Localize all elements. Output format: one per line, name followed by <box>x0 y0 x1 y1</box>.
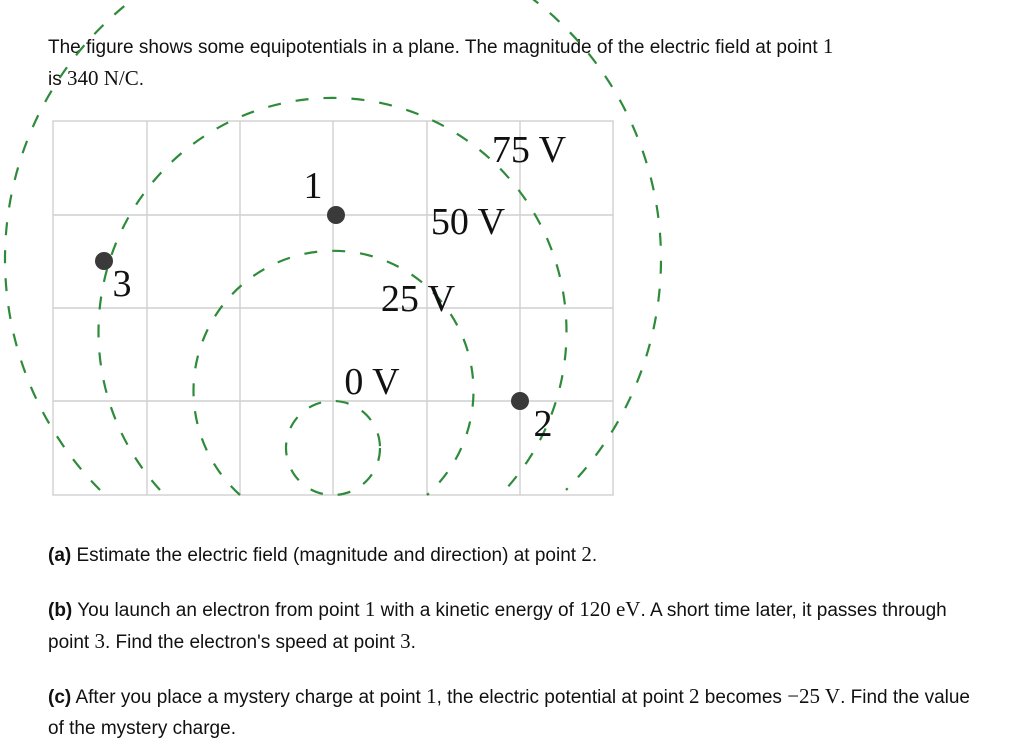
label-50v: 50 V <box>430 201 506 243</box>
question-b-point-end: 3 <box>94 629 105 653</box>
intro-text-3: . <box>138 69 145 90</box>
point-1-dot <box>327 206 345 224</box>
point-2-label: 2 <box>533 403 553 445</box>
question-b-energy: 120 eV <box>579 597 641 621</box>
question-b-text-5: . <box>410 632 416 653</box>
intro-point: 1 <box>822 34 834 58</box>
question-c-label: (c) <box>48 687 72 708</box>
question-c-text-4: . Find the value of the mystery charge. <box>48 687 970 739</box>
label-25v: 25 V <box>380 278 456 320</box>
question-b-text-4: . Find the electron's speed at point <box>104 632 401 653</box>
question-a <box>48 539 978 571</box>
intro-text: The figure shows some equipotentials in a plane. The magnitude of the electric field at point <box>48 37 823 58</box>
intro-text-2: is <box>48 69 67 90</box>
question-a-label: (a) <box>48 545 72 566</box>
point-1-label: 1 <box>303 165 323 207</box>
point-3-dot <box>95 252 113 270</box>
question-c-text-3: becomes <box>699 687 788 708</box>
question-b-text-2: with a kinetic energy of <box>375 600 580 621</box>
question-b-text-3: . A short time later, it passes through point <box>48 600 947 653</box>
question-a-point: 2 <box>581 542 592 566</box>
grid <box>53 121 613 495</box>
question-c-point-charge: 1 <box>426 684 437 708</box>
question-c-text: After you place a mystery charge at point <box>71 687 427 708</box>
question-c-potential: −25 V <box>787 684 841 708</box>
question-b-label: (b) <box>48 600 73 621</box>
label-0v: 0 V <box>344 361 400 403</box>
point-2-dot <box>511 392 529 410</box>
intro-field-value: 340 N/C <box>67 66 139 90</box>
question-b-point-start: 1 <box>364 597 376 621</box>
question-a-text-2: . <box>591 545 598 566</box>
question-b <box>48 594 978 658</box>
question-c-point-measure: 2 <box>689 684 700 708</box>
question-c <box>48 681 978 744</box>
question-b-text: You launch an electron from point <box>72 600 365 621</box>
question-a-text: Estimate the electric field (magnitude and direction) at point <box>71 545 582 566</box>
question-c-text-2: , the electric potential at point <box>436 687 690 708</box>
label-75v: 75 V <box>491 129 567 171</box>
question-b-point-end-2: 3 <box>400 629 411 653</box>
point-3-label: 3 <box>112 263 132 305</box>
